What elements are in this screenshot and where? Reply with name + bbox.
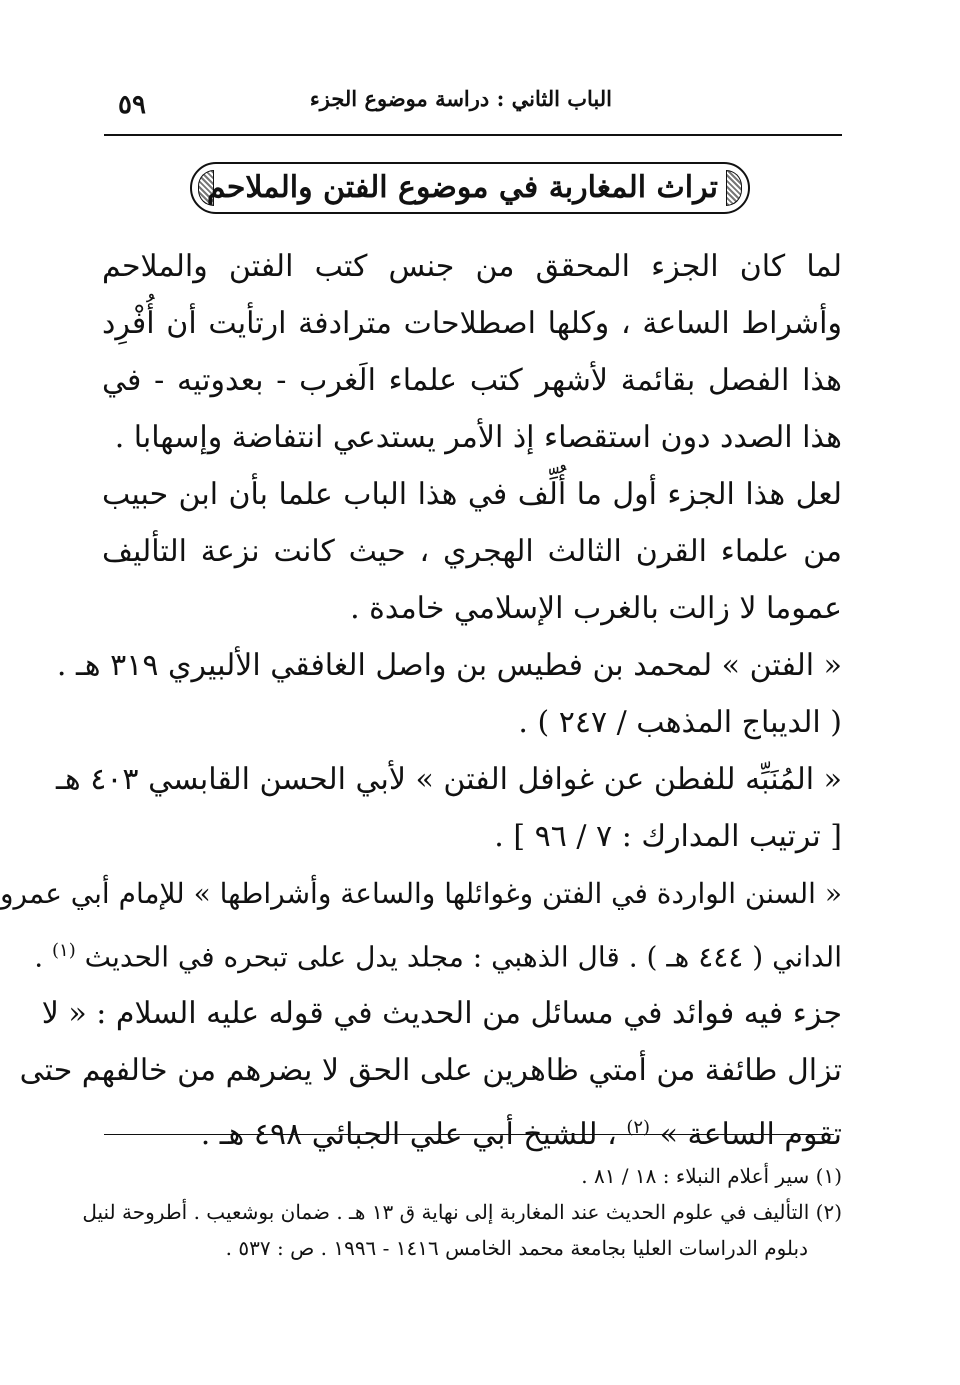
chapter-title-frame [190, 162, 750, 214]
footnote [102, 1158, 842, 1194]
reference-entry [56, 751, 842, 865]
footnote-number: (٢) [815, 1200, 842, 1224]
reference-line: جزء فيه فوائد في مسائل من الحديث في قوله عليه السلام : « لا [41, 996, 842, 1032]
running-header [118, 82, 842, 130]
reference-text: الداني ( ٤٤٤ هـ ) . قال الذهبي : مجلد يدل على تبحره في الحديث [84, 940, 842, 974]
footnote-marker: (٢) [626, 1117, 651, 1139]
footnotes [82, 1158, 842, 1266]
reference-line: « المُنَبِّه للفطن عن غوافل الفتن » لأبي الحسن القابسي ٤٠٣ هـ [56, 762, 842, 797]
reference-line [102, 1099, 842, 1163]
paragraph: لعل هذا الجزء أول ما أُلِّف في هذا الباب علما بأن ابن حبيب من علماء القرن الثالث الهجري ، حيث كانت نزعة التأليف عموما لا زالت بالغرب الإسلامي خامدة . [102, 477, 842, 626]
reference-text: تقوم الساعة » [659, 1117, 842, 1153]
reference-line: « السنن الواردة في الفتن وغوائلها والساعة وأشراطها » للإمام أبي عمرو [0, 877, 842, 910]
footnote-text: سير أعلام النبلاء : ١٨ / ٨١ . [581, 1164, 810, 1188]
chapter-title: تراث المغاربة في موضوع الفتن والملاحم [206, 170, 718, 205]
reference-line: [ ترتيب المدارك : ٧ / ٩٦ ] . [494, 819, 842, 854]
footnote-text: التأليف في علوم الحديث عند المغاربة إلى نهاية ق ١٣ هـ . ضمان بوشعيب . أطروحة لنيل [82, 1200, 810, 1224]
reference-line: « الفتن » لمحمد بن فطيس بن واصل الغافقي الألبيري ٣١٩ هـ . [56, 648, 842, 683]
footnote-number: (١) [815, 1164, 842, 1188]
header-rule [104, 134, 842, 136]
reference-entry [56, 637, 842, 751]
main-text [0, 238, 842, 1163]
footnote-marker: (١) [52, 940, 76, 961]
reference-entry [0, 865, 842, 985]
reference-punctuation: . [34, 940, 44, 974]
reference-line [34, 922, 842, 985]
running-title: الباب الثاني : دراسة موضوع الجزء [309, 86, 612, 111]
reference-entry [19, 985, 842, 1163]
page-number: ٥٩ [118, 90, 146, 120]
footnote-line [102, 1158, 842, 1194]
footnote-line [82, 1194, 842, 1230]
frame-ornament-right [726, 170, 742, 206]
paragraph: لما كان الجزء المحقق من جنس كتب الفتن والملاحم وأشراط الساعة ، وكلها اصطلاحات مترادفة ارتأيت أن أُفْرِد هذا الفصل بقائمة لأشهر كتب علماء الَغرب - بعدوتيه - في هذا الصدد دون استقصاء إذ الأمر يستدعي انتفاضة وإسهابا . [102, 249, 842, 455]
reference-line: ( الديباج المذهب / ٢٤٧ ) . [518, 705, 842, 740]
footnote-separator [104, 1134, 834, 1135]
footnote [82, 1194, 842, 1266]
reference-text: ، للشيخ أبي علي الجبائي ٤٩٨ هـ . [200, 1117, 617, 1153]
reference-line: تزال طائفة من أمتي ظاهرين على الحق لا يضرهم من خالفهم حتى [19, 1053, 842, 1089]
footnote-line: دبلوم الدراسات العليا بجامعة محمد الخامس ١٤١٦ - ١٩٩٦ . ص : ٥٣٧ . [225, 1236, 808, 1260]
